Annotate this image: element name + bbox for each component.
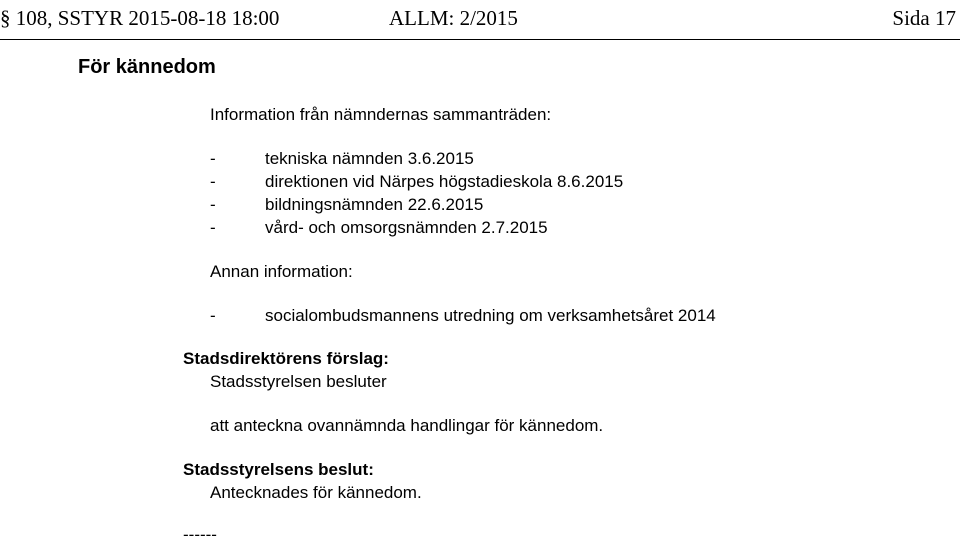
list-dash: - [210,195,216,214]
end-marker: ------ [183,525,217,544]
list-item-text: vård- och omsorgsnämnden 2.7.2015 [265,218,548,237]
list-item-text: socialombudsmannens utredning om verksamhetsåret 2014 [265,306,716,325]
proposal-line: Stadsstyrelsen besluter [210,372,387,391]
list-dash: - [210,149,216,168]
header-section-ref: § 108, SSTYR 2015-08-18 18:00 [0,6,280,30]
decision-line: Antecknades för kännedom. [210,483,422,502]
meetings-heading: Information från nämndernas sammanträden: [210,105,552,124]
header-case-number: ALLM: 2/2015 [389,6,518,30]
proposal-heading: Stadsdirektörens förslag: [183,349,389,368]
decision-heading: Stadsstyrelsens beslut: [183,460,374,479]
list-dash: - [210,172,216,191]
header-divider [0,39,960,40]
list-item-text: bildningsnämnden 22.6.2015 [265,195,484,214]
list-dash: - [210,306,216,325]
list-item-text: tekniska nämnden 3.6.2015 [265,149,474,168]
header-page-number: Sida 17 [892,6,956,30]
proposal-line: att anteckna ovannämnda handlingar för kännedom. [210,416,604,435]
list-item-text: direktionen vid Närpes högstadieskola 8.6.2015 [265,172,624,191]
page-title: För kännedom [78,56,216,78]
other-info-heading: Annan information: [210,262,353,281]
list-dash: - [210,218,216,237]
page-header [0,6,960,38]
